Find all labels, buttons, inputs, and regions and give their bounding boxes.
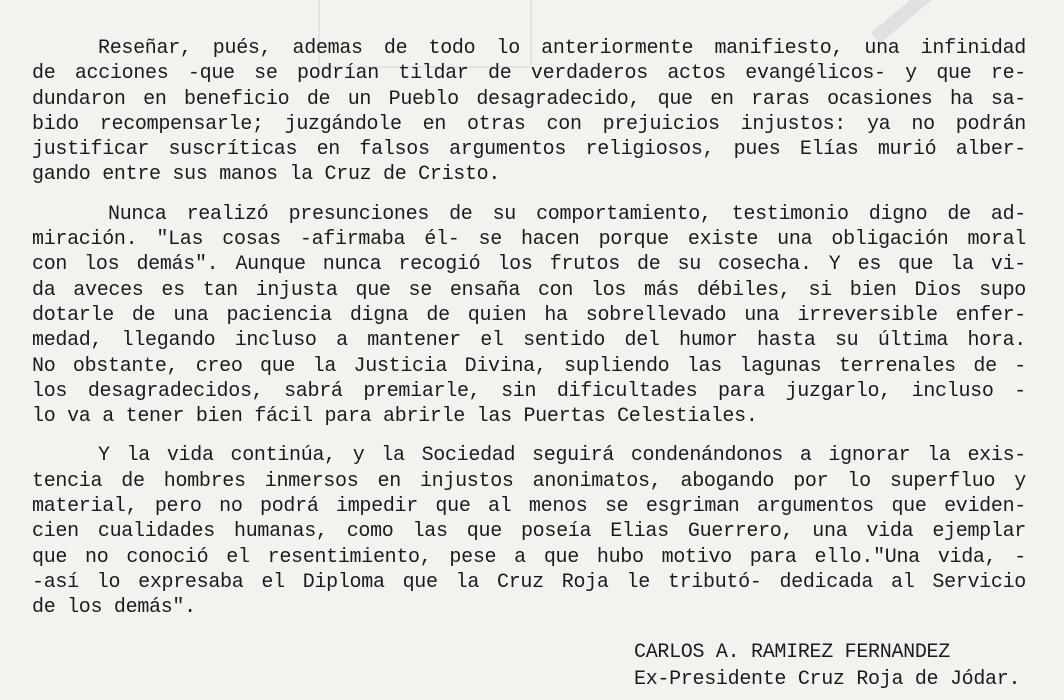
paragraph-1 (32, 36, 1026, 188)
text-line: dundaron en beneficio de un Pueblo desagradecido, que en raras ocasiones ha sa- (32, 87, 1026, 111)
text-line: cien cualidades humanas, como las que poseía Elias Guerrero, una vida ejemplar (32, 520, 1026, 544)
text-line: dotarle de una paciencia digna de quien ha sobrellevado una irreversible enfer- (32, 303, 1026, 327)
signature-name: CARLOS A. RAMIREZ FERNANDEZ (634, 641, 950, 664)
text-line: material, pero no podrá impedir que al menos se esgriman argumentos que eviden- (32, 495, 1026, 519)
text-line: los desagradecidos, sabrá premiarle, sin dificultades para juzgarlo, incluso - (32, 379, 1026, 403)
text-line: Reseñar, pués, ademas de todo lo anteriormente manifiesto, una infinidad (98, 37, 1026, 60)
text-line: de acciones -que se podrían tildar de verdaderos actos evangélicos- y que re- (32, 62, 1026, 86)
text-line: justificar suscríticas en falsos argumentos religiosos, pues Elías murió alber- (32, 138, 1026, 162)
text-line: tencia de hombres inmersos en injustos anonimatos, abogando por lo superfluo y (32, 469, 1026, 493)
signature-title: Ex-Presidente Cruz Roja de Jódar. (634, 668, 1021, 691)
text-line: Y la vida continúa, y la Sociedad seguirá condenándonos a ignorar la exis- (98, 444, 1026, 468)
paragraph-3 (32, 443, 1026, 620)
signature-block (634, 639, 1020, 693)
text-line: lo va a tener bien fácil para abrirle las Puertas Celestiales. (32, 405, 758, 429)
paragraph-2 (32, 202, 1026, 430)
text-line: bido recompensarle; juzgándole en otras con prejuicios injustos: ya no podrán (32, 112, 1026, 136)
article-body (32, 36, 1026, 635)
text-line: -así lo expresaba el Diploma que la Cruz Roja le tributó- dedicada al Servicio (32, 570, 1026, 594)
text-line: Nunca realizó presunciones de su comportamiento, testimonio digno de ad- (108, 202, 1026, 226)
text-line: medad, llegando incluso a mantener el sentido del humor hasta su última hora. (32, 329, 1026, 353)
text-line: de los demás". (32, 596, 196, 620)
text-line: gando entre sus manos la Cruz de Cristo. (32, 163, 501, 187)
text-line: que no conoció el resentimiento, pese a que hubo motivo para ello."Una vida, - (32, 545, 1026, 569)
text-line: miración. "Las cosas -afirmaba él- se hacen porque existe una obligación moral (32, 228, 1026, 252)
text-line: da aveces es tan injusta que se ensaña con los más débiles, si bien Dios supo (32, 278, 1026, 302)
text-line: con los demás". Aunque nunca recogió los frutos de su cosecha. Y es que la vi- (32, 253, 1026, 277)
text-line: No obstante, creo que la Justicia Divina, supliendo las lagunas terrenales de - (32, 354, 1026, 378)
